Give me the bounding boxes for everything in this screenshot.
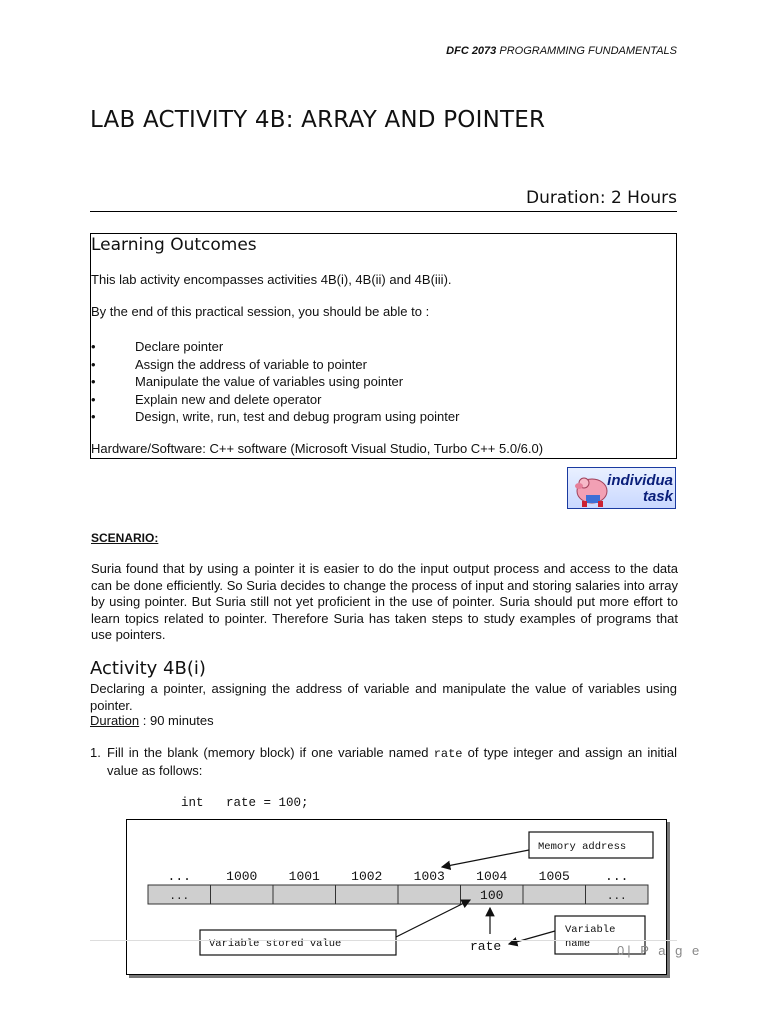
badge-line2: task — [642, 488, 673, 505]
memory-address-label: 1000 — [226, 869, 258, 884]
memory-address-arrow — [442, 850, 529, 867]
variable-keyword: rate — [433, 747, 463, 761]
code-snippet: int rate = 100; — [181, 796, 309, 810]
bullet-icon: • — [91, 409, 96, 424]
memory-address-label: 1001 — [288, 869, 320, 884]
variable-name-arrow — [509, 931, 555, 944]
question-text: Fill in the blank (memory block) if one variable named rate of type integer and assign an initial value as follows: — [107, 745, 677, 778]
outcome-item: • Design, write, run, test and debug program using pointer — [91, 409, 460, 424]
outcome-item: • Manipulate the value of variables using pointer — [91, 374, 404, 389]
badge-line1: individua — [607, 472, 673, 489]
activity-duration-value: : 90 minutes — [139, 713, 214, 728]
bullet-icon: • — [91, 356, 96, 372]
memory-address-label: ... — [167, 869, 191, 884]
bullet-icon: • — [91, 374, 96, 389]
learning-outcomes-intro: This lab activity encompasses activities 4B(i), 4B(ii) and 4B(iii). — [91, 272, 452, 287]
learning-outcomes-title: Learning Outcomes — [91, 235, 257, 255]
memory-diagram — [126, 819, 667, 975]
course-header — [446, 45, 677, 57]
activity-duration-label: Duration — [90, 713, 140, 728]
outcome-item: • Assign the address of variable to pointer — [91, 356, 367, 372]
scenario-text: Suria found that by using a pointer it is easier to do the input output process and access to the data can be done efficiently. So Suria decides to change the process of input and storing salaries into array by using pointer. But Suria still not yet proficient in the use of pointer. Suria should put more effort to learn topics related to pointer. Therefore Suria has taken steps to study examples of programs that use pointers. — [91, 561, 678, 642]
memory-address-label: 1004 — [476, 869, 508, 884]
footer-divider — [90, 940, 677, 941]
stored-value-callout: Variable stored value — [209, 938, 342, 950]
page-number: 0| P a g e — [617, 943, 703, 958]
question-1 — [90, 745, 677, 779]
bullet-icon: • — [91, 391, 96, 407]
stored-value-arrow — [396, 900, 470, 937]
page-title: LAB ACTIVITY 4B: ARRAY AND POINTER — [90, 107, 546, 133]
bullet-icon: • — [91, 339, 96, 354]
activity-heading: Activity 4B(i) — [90, 658, 206, 679]
memory-address-label: 1005 — [538, 869, 570, 884]
memory-addresses — [168, 869, 629, 884]
memory-address-callout: Memory address — [538, 841, 627, 853]
memory-cell-value: 100 — [480, 888, 504, 903]
course-code: DFC 2073 — [446, 45, 497, 57]
question-number: 1. — [90, 745, 101, 760]
variable-name-callout-line2: name — [565, 938, 591, 950]
learning-outcomes-lead: By the end of this practical session, you should be able to : — [91, 304, 430, 319]
memory-address-label: ... — [605, 869, 629, 884]
memory-address-label: 1003 — [413, 869, 445, 884]
memory-diagram-svg — [127, 820, 666, 974]
memory-cell-value: ... — [169, 891, 190, 903]
activity-duration — [90, 713, 214, 728]
course-name: PROGRAMMING FUNDAMENTALS — [499, 45, 677, 57]
outcome-item: • Explain new and delete operator — [91, 391, 322, 407]
outcome-item: • Declare pointer — [91, 339, 224, 354]
individual-task-badge — [567, 467, 676, 509]
activity-description: Declaring a pointer, assigning the address of variable and manipulate the value of variables using pointer. — [90, 681, 677, 713]
scenario-heading: SCENARIO: — [91, 531, 159, 545]
memory-address-label: 1002 — [351, 869, 383, 884]
variable-name-callout-line1: Variable — [565, 924, 616, 936]
rate-label: rate — [470, 939, 502, 954]
outcome-list — [91, 338, 459, 426]
memory-cell-value: ... — [606, 891, 627, 903]
hardware-software: Hardware/Software: C++ software (Microsoft Visual Studio, Turbo C++ 5.0/6.0) — [91, 441, 544, 456]
title-divider — [90, 211, 677, 212]
duration-label: Duration: 2 Hours — [526, 188, 677, 208]
